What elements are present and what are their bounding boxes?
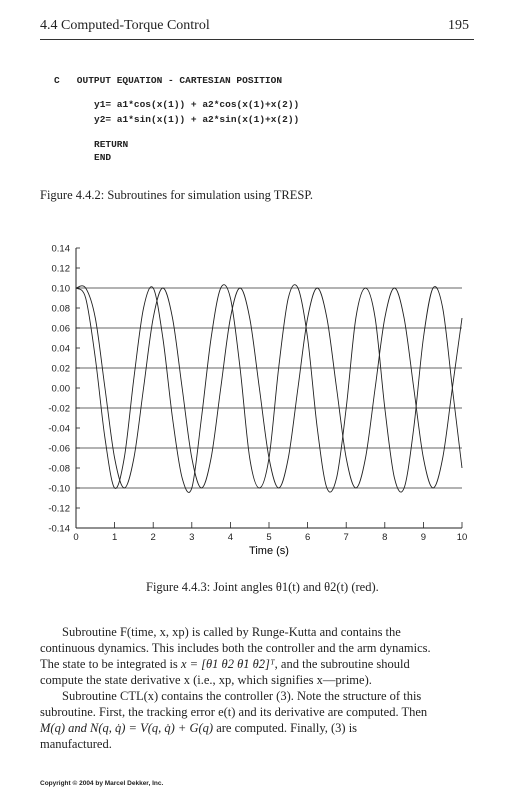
- code-return: RETURN: [94, 139, 129, 150]
- series-group: [76, 285, 462, 493]
- code-line-y2: y2= a1*sin(x(1)) + a2*sin(x(1)+x(2)): [94, 114, 300, 125]
- x-tick-label: 4: [227, 532, 234, 543]
- state-vector-math: x = [θ1 θ2 θ̇1 θ̇2]ᵀ: [180, 657, 275, 671]
- y-tick-label: -0.08: [48, 463, 70, 475]
- code-end: END: [94, 152, 112, 163]
- body-text: , and the subroutine should: [274, 657, 410, 671]
- code-line-y1: y1= a1*cos(x(1)) + a2*cos(x(1)+x(2)): [94, 99, 300, 110]
- x-axis-label: Time (s): [249, 545, 289, 557]
- x-axis-ticks: [73, 522, 467, 543]
- y-tick-label: 0.02: [51, 363, 70, 375]
- x-tick-label: 6: [304, 532, 311, 543]
- paragraph-ctl: [40, 688, 474, 752]
- figure-caption-4-4-2: Figure 4.4.2: Subroutines for simulation using TRESP.: [40, 188, 314, 202]
- body-line: Subroutine CTL(x) contains the controller (3). Note the structure of this: [62, 689, 422, 703]
- y-tick-label: -0.14: [48, 523, 70, 535]
- body-text: The state to be integrated is: [40, 657, 178, 671]
- series-line-2: [76, 286, 462, 488]
- body-line-with-math: [40, 656, 474, 672]
- x-tick-label: 5: [266, 532, 272, 543]
- figure-caption-4-4-3: Figure 4.4.3: Joint angles θ1(t) and θ2(t) (red).: [146, 580, 379, 594]
- code-comment: C OUTPUT EQUATION - CARTESIAN POSITION: [54, 75, 283, 86]
- body-line: manufactured.: [40, 737, 112, 751]
- body-line: Subroutine F(time, x, xp) is called by Runge-Kutta and contains the: [62, 625, 401, 639]
- y-tick-label: -0.02: [48, 403, 70, 415]
- y-tick-label: 0.10: [51, 283, 70, 295]
- y-tick-label: -0.10: [48, 483, 70, 495]
- y-tick-label: 0.04: [51, 343, 70, 355]
- body-text: are computed. Finally, (3) is: [216, 721, 358, 735]
- x-tick-label: 9: [420, 532, 427, 543]
- body-line: subroutine. First, the tracking error e(t) and its derivative are computed. Then: [40, 705, 428, 719]
- x-tick-label: 7: [343, 532, 349, 543]
- joint-angles-chart: [0, 230, 514, 570]
- x-tick-label: 8: [382, 532, 388, 543]
- y-tick-label: -0.12: [48, 503, 70, 515]
- y-tick-label: 0.08: [51, 303, 70, 315]
- dynamics-math: M(q) and N(q, q̇) = V(q, q̇) + G(q): [40, 721, 214, 735]
- y-tick-label: 0.06: [51, 323, 70, 335]
- header-rule: [40, 39, 474, 40]
- page-number: 195: [448, 18, 469, 33]
- x-tick-label: 10: [456, 532, 468, 543]
- x-tick-label: 3: [189, 532, 195, 543]
- x-tick-label: 2: [150, 532, 156, 543]
- y-tick-label: -0.06: [48, 443, 70, 455]
- copyright-notice: Copyright © 2004 by Marcel Dekker, Inc.: [40, 780, 164, 787]
- y-tick-label: 0.14: [51, 243, 70, 255]
- paragraph-runge-kutta: [40, 624, 474, 688]
- plot-axes: [76, 248, 462, 528]
- body-line: compute the state derivative x (i.e., xp, which signifies x—prime).: [40, 673, 372, 687]
- section-title: 4.4 Computed-Torque Control: [40, 18, 210, 33]
- y-tick-label: 0.00: [51, 383, 70, 395]
- x-tick-label: 1: [111, 532, 118, 543]
- y-axis-ticks: [48, 244, 80, 535]
- y-tick-label: 0.12: [51, 263, 70, 275]
- body-line-with-math: [40, 720, 474, 736]
- body-line: continuous dynamics. This includes both the controller and the arm dynamics.: [40, 641, 431, 655]
- x-tick-label: 0: [73, 532, 79, 543]
- y-tick-label: -0.04: [48, 423, 70, 435]
